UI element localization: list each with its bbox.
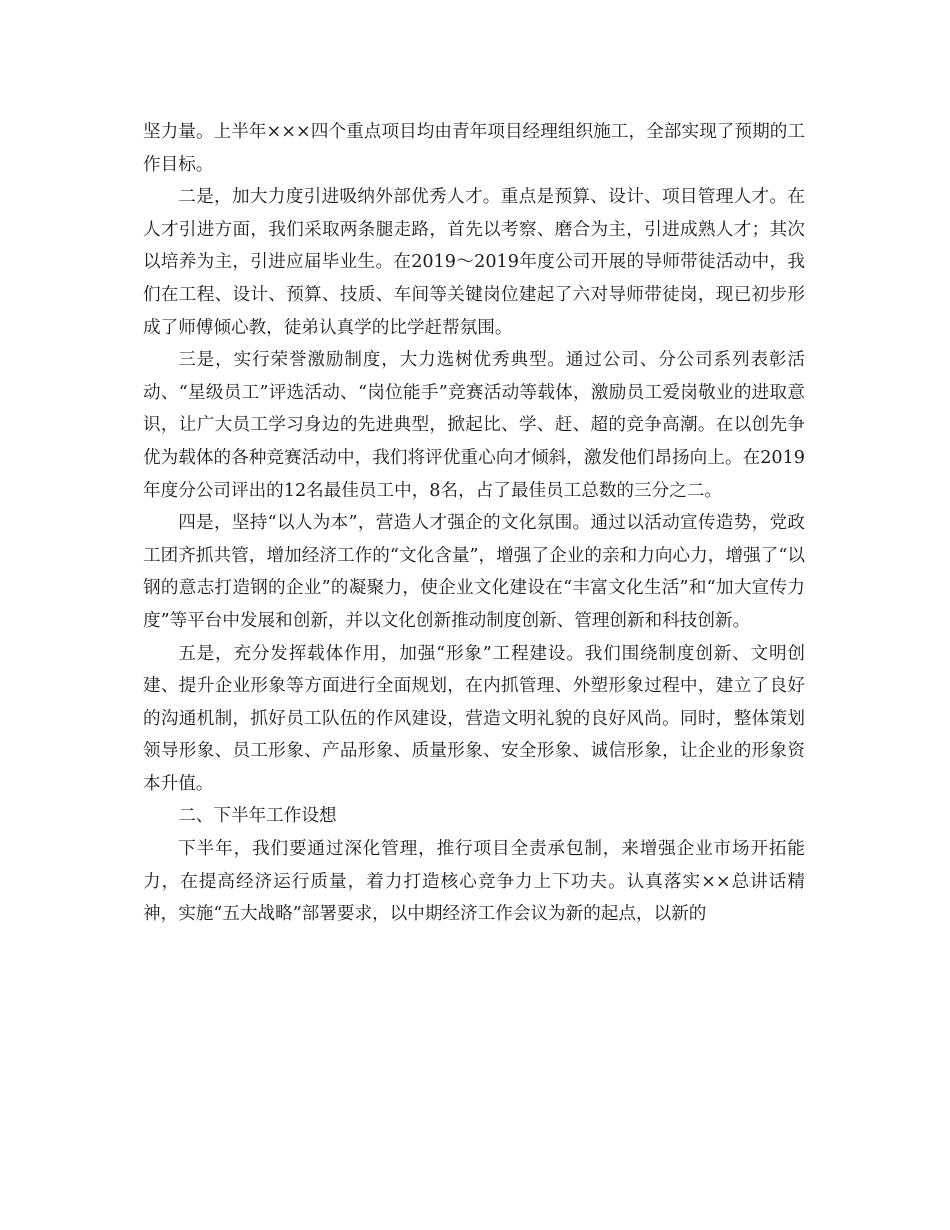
paragraph-image-project: 五是，充分发挥载体作用，加强“形象”工程建设。我们围绕制度创新、文明创建、提升企业形象等方面进行全面规划，在内抓管理、外塑形象过程中，建立了良好的沟通机制，抓好员工队伍的作风建设，营造文明礼貌的良好风尚。同时，整体策划领导形象、员工形象、产品形象、质量形象、安全形象、诚信形象，让企业的形象资本升值。 bbox=[143, 643, 805, 794]
paragraph-talent-recruitment: 二是，加大力度引进吸纳外部优秀人才。重点是预算、设计、项目管理人才。在人才引进方面，我们采取两条腿走路，首先以考察、磨合为主，引进成熟人才；其次以培养为主，引进应届毕业生。在2019～2019年度公司开展的导师带徒活动中，我们在工程、设计、预算、技质、车间等关键岗位建起了六对导师带徒岗，现已初步形成了师傅倾心教，徒弟认真学的比学赶帮氛围。 bbox=[143, 187, 805, 338]
paragraph-second-half-plan: 下半年，我们要通过深化管理，推行项目全责承包制，来增强企业市场开拓能力，在提高经济运行质量，着力打造核心竞争力上下功夫。认真落实××总讲话精神，实施“五大战略”部署要求，以中期经济工作会议为新的起点，以新的 bbox=[143, 839, 805, 925]
section-heading-second-half-plan: 二、下半年工作设想 bbox=[178, 806, 337, 827]
paragraph-people-oriented: 四是，坚持“以人为本”，营造人才强企的文化氛围。通过以活动宣传造势，党政工团齐抓共管，增加经济工作的“文化含量”，增强了企业的亲和力向心力，增强了“以钢的意志打造钢的企业”的凝聚力，使企业文化建设在“丰富文化生活”和“加大宣传力度”等平台中发展和创新，并以文化创新推动制度创新、管理创新和科技创新。 bbox=[143, 513, 805, 631]
paragraph-honor-incentive: 三是，实行荣誉激励制度，大力选树优秀典型。通过公司、分公司系列表彰活动、“星级员工”评选活动、“岗位能手”竞赛活动等载体，激励员工爱岗敬业的进取意识，让广大员工学习身边的先进典型，掀起比、学、赶、超的竞争高潮。在以创先争优为载体的各种竞赛活动中，我们将评优重心向才倾斜，激发他们昂扬向上。在2019年度分公司评出的12名最佳员工中，8名，占了最佳员工总数的三分之二。 bbox=[143, 350, 805, 501]
document-body bbox=[143, 116, 805, 931]
paragraph-continuation: 坚力量。上半年×××四个重点项目均由青年项目经理组织施工，全部实现了预期的工作目标。 bbox=[143, 122, 805, 175]
